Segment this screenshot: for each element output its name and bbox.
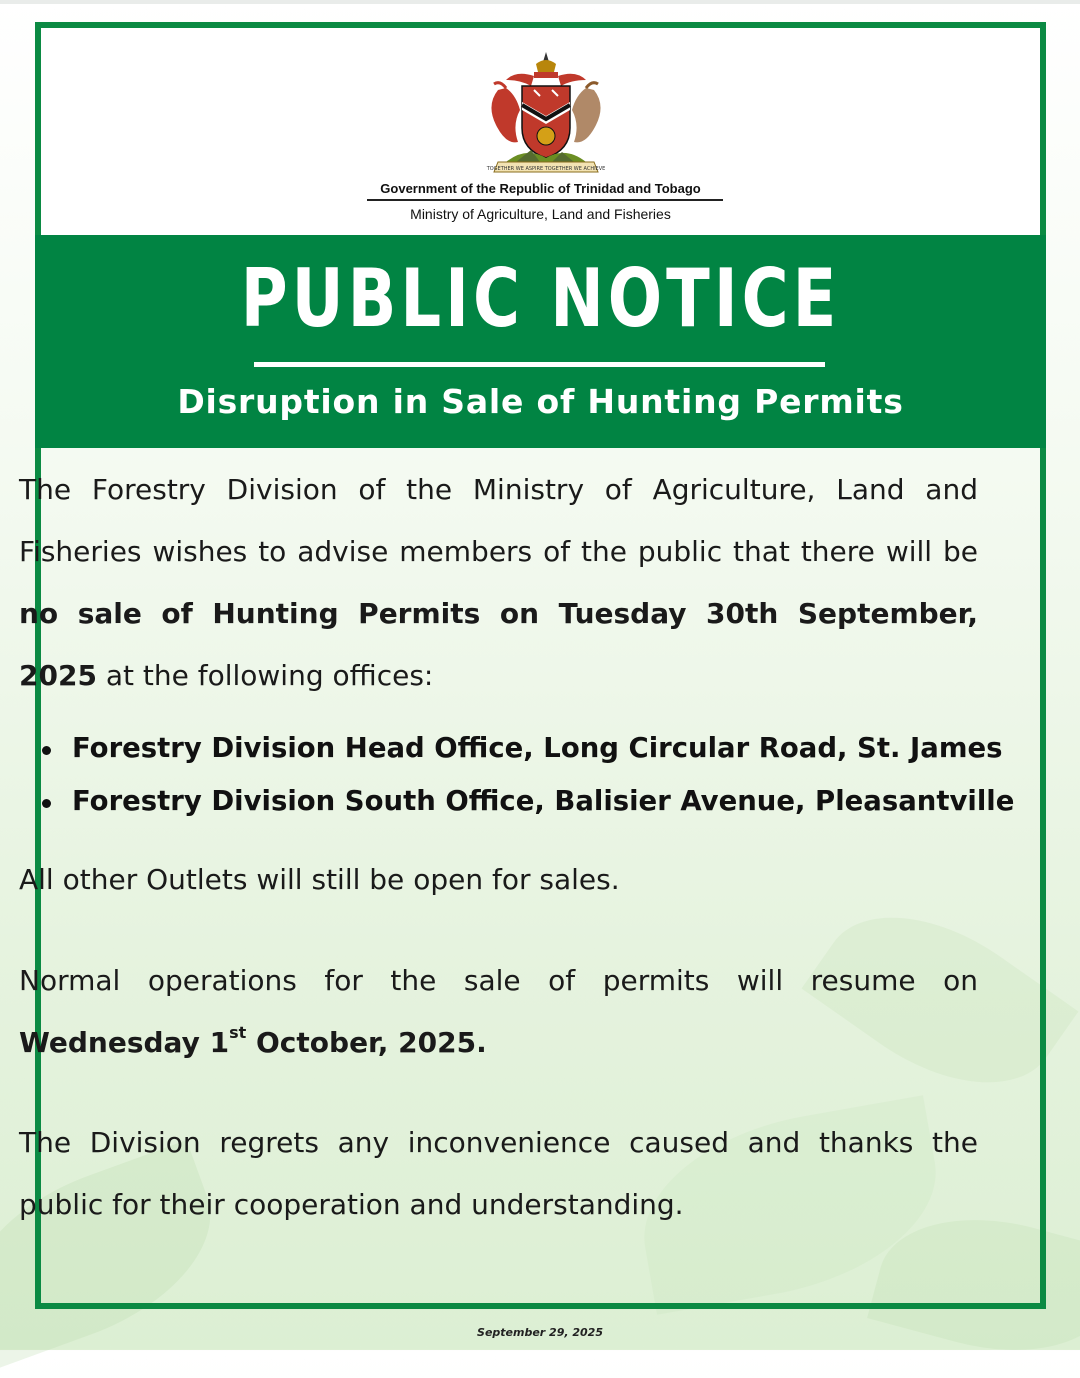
notice-header: [41, 28, 1040, 235]
other-outlets-paragraph: All other Outlets will still be open for sales.: [19, 863, 620, 896]
header-divider: [367, 199, 723, 201]
notice-subtitle: Disruption in Sale of Hunting Permits: [177, 382, 904, 421]
title-underline: [254, 362, 825, 367]
resume-paragraph: [19, 950, 978, 1074]
page-title: PUBLIC NOTICE: [240, 252, 841, 345]
resume-text: Normal operations for the sale of permits will resume on: [19, 964, 978, 997]
intro-text: The Forestry Division of the Ministry of Agriculture, Land and Fisheries wishes to advise members of the public that there will be: [19, 473, 978, 568]
closing-paragraph: The Division regrets any inconvenience caused and thanks the public for their cooperation and understanding.: [19, 1126, 978, 1221]
crest-motto: TOGETHER WE ASPIRE TOGETHER WE ACHIEVE: [486, 166, 606, 172]
intro-highlight: no sale of Hunting Permits on Tuesday 30th September, 2025: [19, 597, 978, 692]
intro-end: at the following offices:: [105, 659, 434, 692]
list-item: [19, 775, 1015, 828]
resume-day: Wednesday 1: [19, 1026, 230, 1059]
resume-day-suffix: st: [229, 1023, 247, 1042]
resume-month-year: October, 2025.: [256, 1026, 487, 1059]
notice-banner: [35, 235, 1046, 448]
list-item: [19, 722, 1003, 775]
office-list: [19, 722, 1015, 828]
office-name: Forestry Division South Office, Balisier Avenue, Pleasantville: [72, 785, 1015, 817]
ministry-name: Ministry of Agriculture, Land and Fisheries: [410, 206, 671, 222]
government-name: Government of the Republic of Trinidad and Tobago: [380, 181, 701, 196]
resume-date: [19, 1023, 487, 1059]
bullet-icon: [42, 746, 51, 755]
intro-paragraph: [19, 459, 978, 707]
bullet-icon: [42, 799, 51, 808]
notice-date: September 29, 2025: [477, 1326, 603, 1339]
coat-of-arms-icon: [476, 50, 616, 180]
office-name: Forestry Division Head Office, Long Circular Road, St. James: [72, 732, 1003, 764]
top-edge-line: [0, 0, 1080, 4]
